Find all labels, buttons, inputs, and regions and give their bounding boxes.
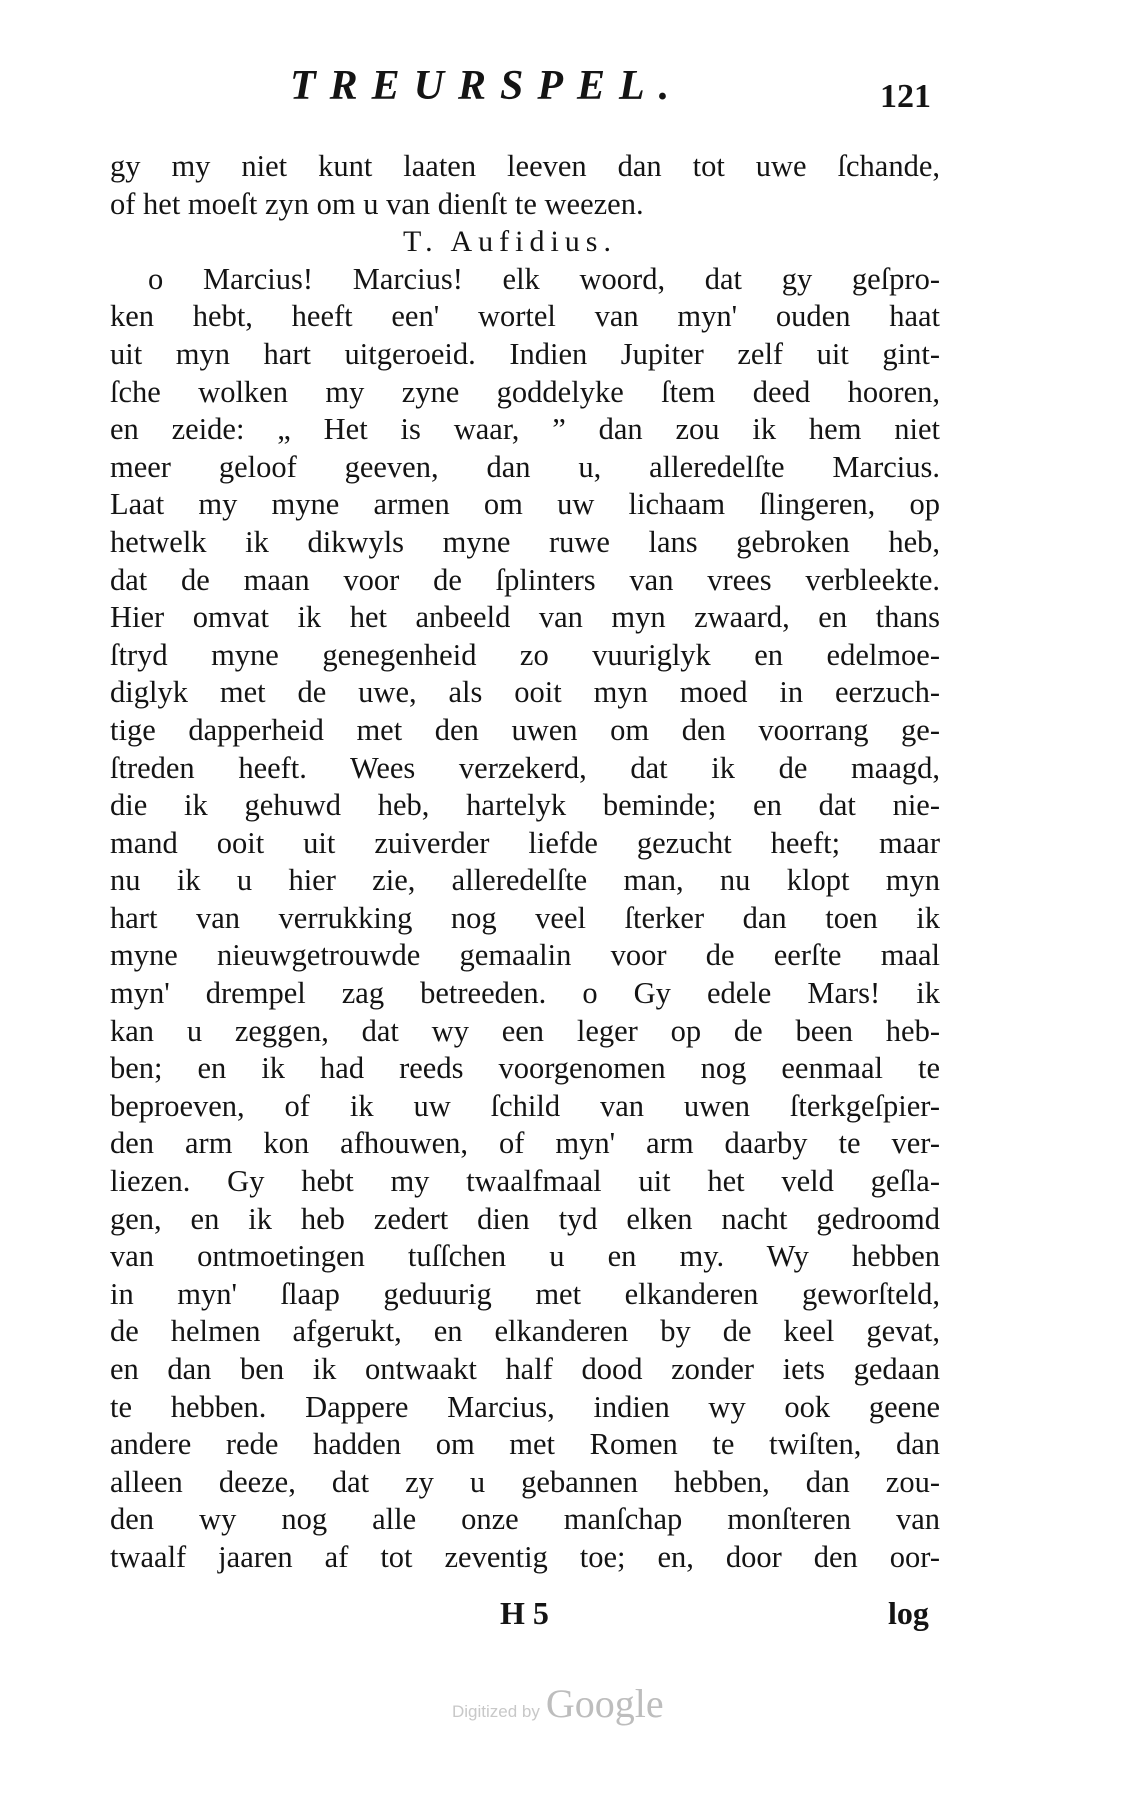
speech-line: hart van verrukking nog veel ſterker dan toen ik	[110, 900, 940, 935]
speech-block	[110, 261, 940, 1577]
speech-line: den wy nog alle onze manſchap monſteren van	[110, 1502, 940, 1537]
speech-line: en zeide: „ Het is waar, ” dan zou ik hem niet	[110, 412, 940, 447]
speech-line: ben; en ik had reeds voorgenomen nog eenmaal te	[110, 1051, 940, 1086]
speech-line: mand ooit uit zuiverder liefde gezucht heeft; maar	[110, 825, 940, 860]
page-number: 121	[880, 78, 931, 115]
catchword: log	[888, 1595, 929, 1631]
speech-line: hetwelk ik dikwyls myne ruwe lans gebroken heb,	[110, 524, 940, 559]
speech-line: myn' drempel zag betreeden. o Gy edele Mars! ik	[110, 976, 940, 1011]
speech-line: die ik gehuwd heb, hartelyk beminde; en dat nie-	[110, 788, 940, 823]
speech-line: andere rede hadden om met Romen te twiſten, dan	[110, 1427, 940, 1462]
speech-line: o Marcius! Marcius! elk woord, dat gy geſpro-	[148, 261, 940, 296]
speech-line: twaalf jaaren af tot zeventig toe; en, door den oor-	[110, 1539, 940, 1574]
text-line: gy my niet kunt laaten leeven dan tot uwe ſchande,	[110, 149, 940, 183]
speech-line: myne nieuwgetrouwde gemaalin voor de eerſte maal	[110, 938, 940, 973]
speech-line: alleen deeze, dat zy u gebannen hebben, dan zou-	[110, 1464, 940, 1499]
text-line: of het moeſt zyn om u van dienſt te weezen.	[110, 186, 644, 221]
speech-line: uit myn hart uitgeroeid. Indien Jupiter zelf uit gint-	[110, 336, 940, 371]
speech-line: ſtreden heeft. Wees verzekerd, dat ik de maagd,	[110, 750, 940, 785]
speech-line: ſche wolken my zyne goddelyke ſtem deed hooren,	[110, 374, 940, 409]
speech-line: beproeven, of ik uw ſchild van uwen ſterkgeſpier-	[110, 1088, 940, 1123]
speech-line: Laat my myne armen om uw lichaam ſlingeren, op	[110, 487, 940, 522]
speech-line: in myn' ſlaap geduurig met elkanderen geworſteld,	[110, 1276, 940, 1311]
running-title: TREURSPEL.	[290, 63, 684, 109]
speech-line: kan u zeggen, dat wy een leger op de been heb-	[110, 1013, 940, 1048]
speech-line: tige dapperheid met den uwen om den voorrang ge-	[110, 712, 940, 747]
speech-line: gen, en ik heb zedert dien tyd elken nacht gedroomd	[110, 1201, 940, 1236]
google-logo: Google	[545, 1681, 664, 1726]
speech-line: de helmen afgerukt, en elkanderen by de keel gevat,	[110, 1314, 940, 1349]
watermark-prefix: Digitized by	[452, 1702, 540, 1721]
signature-mark: H 5	[500, 1595, 549, 1631]
speech-line: Hier omvat ik het anbeeld van myn zwaard, en thans	[110, 600, 940, 635]
speech-line: te hebben. Dappere Marcius, indien wy ook geene	[110, 1389, 940, 1424]
body-text	[110, 148, 940, 1577]
speech-line: ken hebt, heeft een' wortel van myn' ouden haat	[110, 299, 940, 334]
speech-line: nu ik u hier zie, alleredelſte man, nu klopt myn	[110, 863, 940, 898]
speech-line: liezen. Gy hebt my twaalfmaal uit het veld geſla-	[110, 1164, 940, 1199]
speech-line: en dan ben ik ontwaakt half dood zonder iets gedaan	[110, 1352, 940, 1386]
speaker-heading: T. Aufidius.	[403, 225, 617, 259]
digitized-watermark	[452, 1680, 664, 1727]
speech-line: meer geloof geeven, dan u, alleredelſte Marcius.	[110, 449, 940, 484]
speech-line: van ontmoetingen tuſſchen u en my. Wy hebben	[110, 1239, 940, 1274]
speech-line: dat de maan voor de ſplinters van vrees verbleekte.	[110, 562, 940, 597]
speech-line: ſtryd myne genegenheid zo vuuriglyk en edelmoe-	[110, 637, 940, 672]
speech-line: diglyk met de uwe, als ooit myn moed in eerzuch-	[110, 675, 940, 710]
speech-line: den arm kon afhouwen, of myn' arm daarby te ver-	[110, 1126, 940, 1161]
